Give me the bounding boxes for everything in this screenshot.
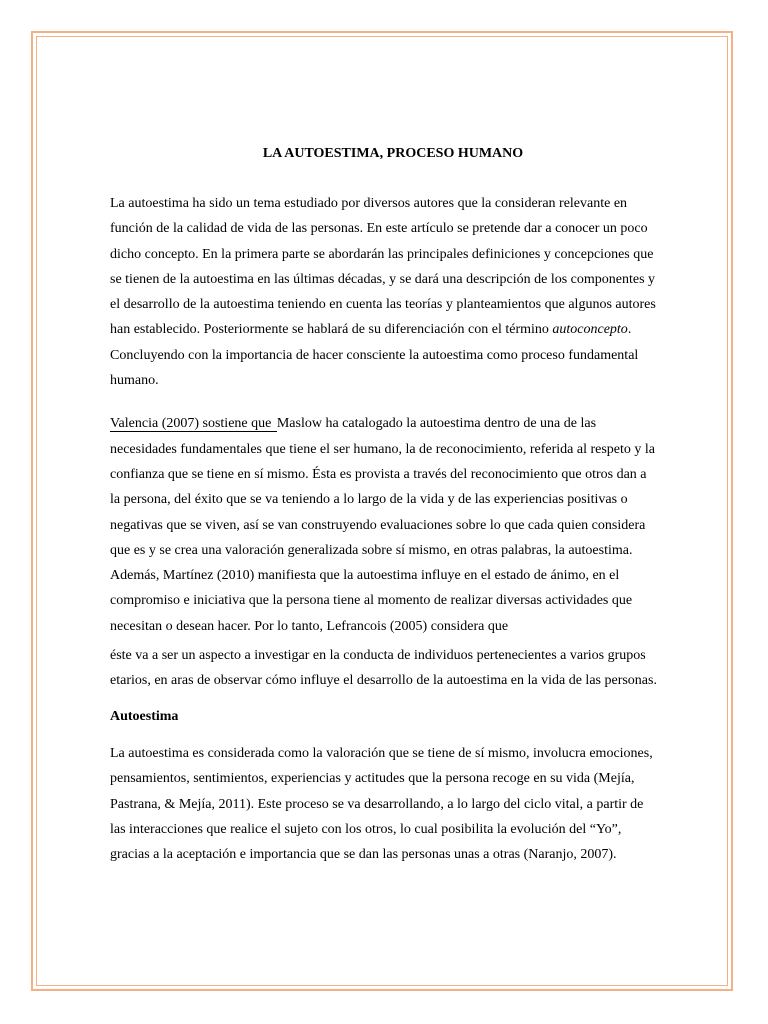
valencia-paragraph (110, 411, 660, 639)
autoestima-paragraph: La autoestima es considerada como la valoración que se tiene de sí mismo, involucra emociones, pensamientos, sentimientos, experiencias y actitudes que la persona recoge en su vida (Mejía, Pastrana, & Mejía, 2011). Este proceso se va desarrollando, a lo largo del ciclo vital, a partir de las interacciones que realice el sujeto con los otros, lo cual posibilita la evolución del “Yo”, gracias a la aceptación e importancia que se dan las personas unas a otras (Naranjo, 2007). (110, 745, 653, 863)
intro-paragraph (110, 191, 660, 393)
document-title: LA AUTOESTIMA, PROCESO HUMANO (262, 146, 524, 161)
underlined-citation: Valencia (2007) sostiene que (110, 416, 275, 432)
section-heading-autoestima: Autoestima (110, 708, 179, 724)
valencia-paragraph-text: Maslow ha catalogado la autoestima dentro de una de las necesidades fundamentales que tiene el ser humano, la de reconocimiento, referida al respeto y la confianza que se tiene en sí mismo. Ésta es provista a través del reconocimiento que otros dan a la persona, del éxito que se va teniendo a lo largo de la vida y de las experiencias positivas o negativas que se viven, así se van construyendo evaluaciones sobre lo que cada quien considera que es y se crea una valoración generalizada sobre sí mismo, en otras palabras, la autoestima. Además, Martínez (2010) manifiesta que la autoestima influye en el estado de ánimo, en el compromiso e iniciativa que la persona tiene al momento de realizar diversas actividades que necesitan o desean hacer. Por lo tanto, Lefrancois (2005) considera que (110, 416, 655, 634)
intro-italic-term: autoconcepto (552, 322, 628, 338)
intro-text-end: . Concluyendo con la importancia de hacer consciente la autoestima como proceso fundamental humano. (110, 322, 639, 389)
continuation-paragraph: éste va a ser un aspecto a investigar en la conducta de individuos pertenecientes a varios grupos etarios, en aras de observar cómo influye el desarrollo de la autoestima en la vida de las personas. (110, 648, 657, 689)
intro-text-start: La autoestima ha sido un tema estudiado por diversos autores que la consideran relevante en función de la calidad de vida de las personas. En este artículo se pretende dar a conocer un poco dicho concepto. En la primera parte se abordarán las principales definiciones y concepciones que se tienen de la autoestima en las últimas décadas, y se dará una descripción de los componentes y el desarrollo de la autoestima teniendo en cuenta las teorías y planteamientos que algunos autores han establecido. Posteriormente se hablará de su diferenciación con el término (110, 196, 656, 338)
document-body (110, 146, 660, 867)
